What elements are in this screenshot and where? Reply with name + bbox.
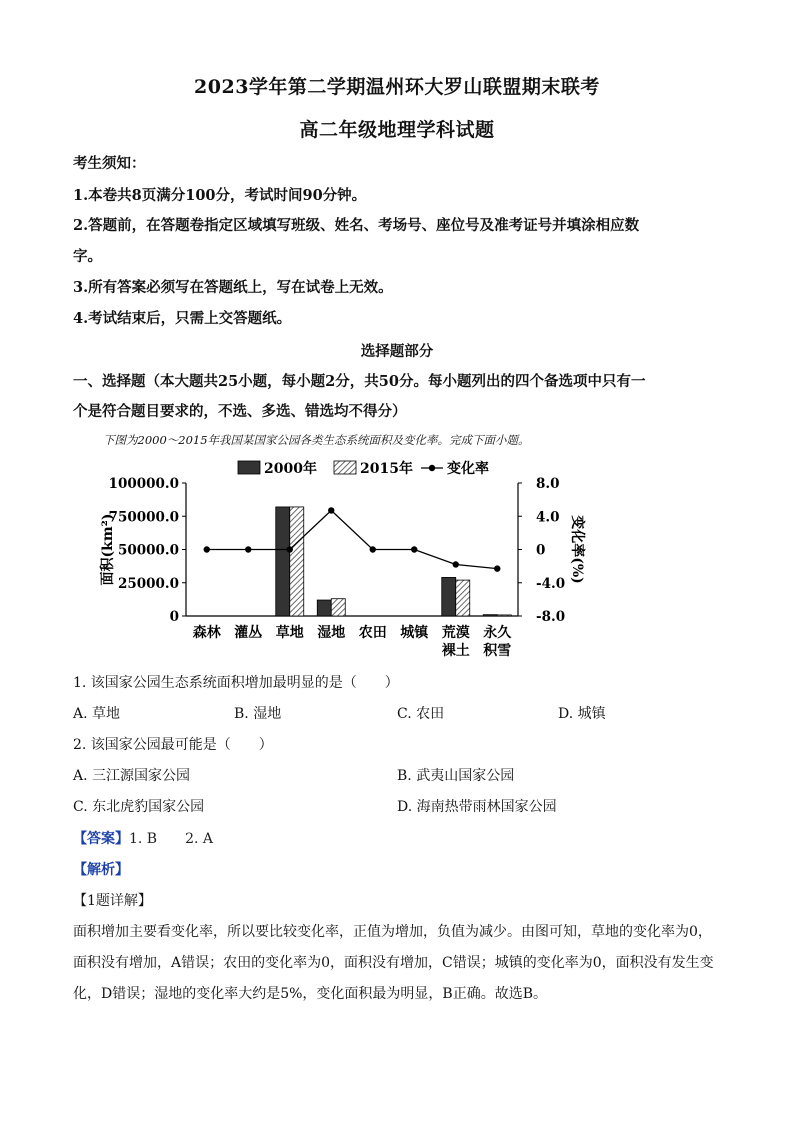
category-label: 农田 xyxy=(358,625,387,641)
bar-2015 xyxy=(456,580,470,616)
y-axis-right-title: 变化率(%) xyxy=(569,515,585,584)
change-rate-point xyxy=(453,561,459,567)
legend-label-2015: 2015年 xyxy=(360,461,413,477)
category-label: 城镇 xyxy=(400,625,429,641)
change-rate-point xyxy=(494,565,500,571)
change-rate-line xyxy=(207,510,498,568)
bar-2015 xyxy=(331,599,345,616)
figure-caption: 下图为2000～2015年我国某国家公园各类生态系统面积及变化率。完成下面小题。 xyxy=(103,433,530,447)
y-axis-title: 面积(km²) xyxy=(100,513,116,586)
category-label: 永久 xyxy=(483,625,512,641)
change-rate-point xyxy=(328,507,334,513)
change-rate-point xyxy=(287,546,293,552)
right-tick-label: -4.0 xyxy=(536,575,566,592)
right-tick-label: 4.0 xyxy=(536,509,560,526)
detail-line: 面积没有增加，A错误；农田的变化率为0，面积没有增加，C错误；城镇的变化率为0，面积没有发生变 xyxy=(73,955,714,971)
section-intro: 一、选择题（本大题共25小题，每小题2分，共50分。每小题列出的四个备选项中只有一 xyxy=(73,373,646,390)
option-b: B. 武夷山国家公园 xyxy=(397,768,515,784)
bar-2015 xyxy=(497,615,511,616)
left-tick-label: 750000.0 xyxy=(108,509,179,526)
category-label: 裸土 xyxy=(441,643,470,659)
category-label: 湿地 xyxy=(317,625,346,641)
legend-swatch-2015 xyxy=(334,461,356,474)
exam-subtitle: 高二年级地理学科试题 xyxy=(299,119,495,141)
right-tick-label: -8.0 xyxy=(536,609,566,625)
bar-2000 xyxy=(276,507,290,616)
analysis-row xyxy=(73,859,129,879)
change-rate-point xyxy=(204,546,210,552)
section-heading: 选择题部分 xyxy=(360,343,434,360)
notice-item: 1.本卷共8页满分100分，考试时间90分钟。 xyxy=(73,187,367,204)
option-c: C. 东北虎豹国家公园 xyxy=(73,799,205,815)
option-c: C. 农田 xyxy=(397,706,445,722)
bar-2000 xyxy=(317,600,331,616)
legend-label-2000: 2000年 xyxy=(264,461,317,477)
section-intro: 个是符合题目要求的，不选、多选、错选均不得分） xyxy=(73,403,407,420)
change-rate-point xyxy=(411,546,417,552)
ecosystem-area-chart xyxy=(0,455,794,675)
left-tick-label: 0 xyxy=(169,609,179,625)
category-label: 荒漠 xyxy=(441,625,470,641)
analysis-label: 【解析】 xyxy=(73,862,129,878)
bar-2000 xyxy=(442,577,456,616)
left-tick-label: 100000.0 xyxy=(108,476,179,492)
category-label: 草地 xyxy=(275,625,304,641)
left-tick-label: 25000.0 xyxy=(117,575,179,592)
legend-label-rate: 变化率 xyxy=(447,461,489,477)
category-label: 森林 xyxy=(192,625,221,641)
notice-heading: 考生须知： xyxy=(73,155,146,172)
option-d: D. 海南热带雨林国家公园 xyxy=(397,799,557,815)
category-label: 积雪 xyxy=(483,643,512,659)
detail-label: 【1题详解】 xyxy=(73,893,152,909)
notice-item: 3.所有答案必须写在答题纸上，写在试卷上无效。 xyxy=(73,279,393,296)
notice-item: 4.考试结束后，只需上交答题纸。 xyxy=(73,310,292,327)
right-tick-label: 0 xyxy=(536,542,546,559)
notice-item: 2.答题前，在答题卷指定区域填写班级、姓名、考场号、座位号及准考证号并填涂相应数 xyxy=(73,217,640,234)
change-rate-point xyxy=(370,546,376,552)
legend-swatch-2000 xyxy=(238,461,260,474)
option-a: A. 三江源国家公园 xyxy=(73,768,191,784)
right-tick-label: 8.0 xyxy=(536,476,560,492)
option-d: D. 城镇 xyxy=(558,706,606,722)
bar-2015 xyxy=(290,507,304,616)
detail-line: 面积增加主要看变化率，所以要比较变化率，正值为增加，负值为减少。由图可知，草地的变化率为0， xyxy=(73,924,712,940)
question-stem: 1. 该国家公园生态系统面积增加最明显的是（ ） xyxy=(73,675,399,691)
option-b: B. 湿地 xyxy=(234,706,282,722)
left-tick-label: 50000.0 xyxy=(117,542,179,559)
category-label: 灌丛 xyxy=(234,625,263,641)
answer-text: 1. B 2. A xyxy=(129,831,214,847)
notice-item: 字。 xyxy=(73,248,102,265)
answer-label: 【答案】 xyxy=(73,831,129,847)
detail-line: 化，D错误；湿地的变化率大约是5%，变化面积最为明显，B正确。故选B。 xyxy=(73,986,548,1002)
bar-2000 xyxy=(483,615,497,616)
legend-marker-rate xyxy=(429,465,435,471)
question-stem: 2. 该国家公园最可能是（ ） xyxy=(73,737,273,753)
chart-legend xyxy=(238,460,489,477)
option-a: A. 草地 xyxy=(73,706,121,722)
answer-row xyxy=(73,828,213,848)
exam-title: 2023学年第二学期温州环大罗山联盟期末联考 xyxy=(194,76,600,98)
change-rate-point xyxy=(245,546,251,552)
